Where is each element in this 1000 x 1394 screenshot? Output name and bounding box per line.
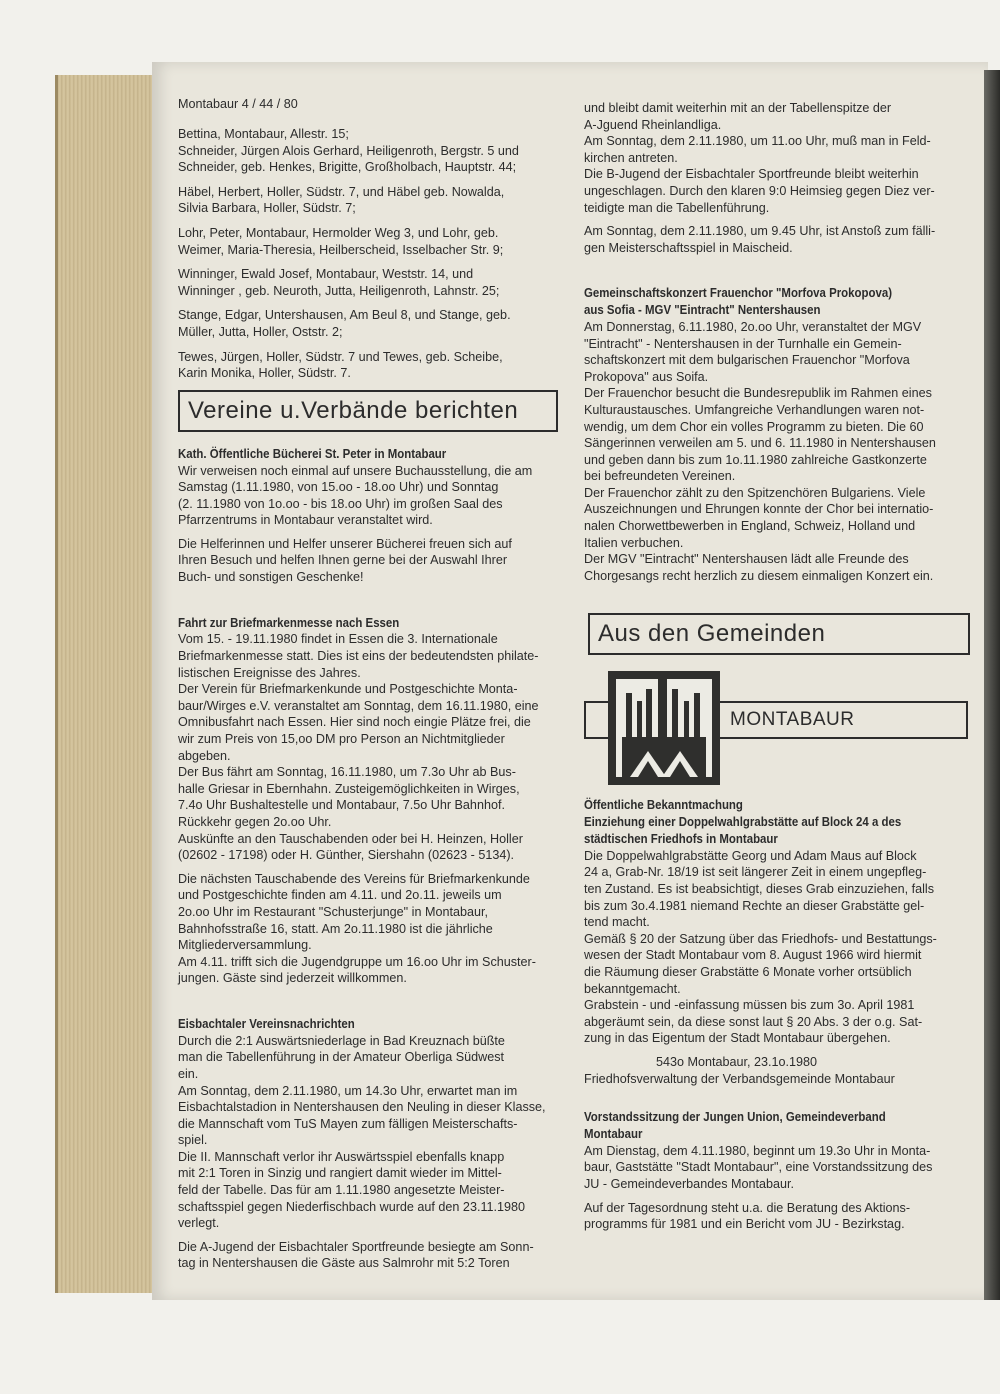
text-line: Müller, Jutta, Holler, Oststr. 2; [178,324,343,339]
text-line: Winninger, Ewald Josef, Montabaur, Weststr. 14, und [178,267,474,282]
text-line: zung in das Eigentum der Stadt Montabaur übergehen. [584,1031,891,1046]
text-line: wir zum Preis von 15,oo DM pro Person an Nichtmitglieder [178,732,505,747]
article-paragraph [178,871,568,987]
text-line: und bleibt damit weiterhin mit an der Tabellenspitze der [584,101,892,115]
article-title: Öffentliche Bekanntmachung [584,797,743,813]
article-title: Fahrt zur Briefmarkenmesse nach Essen [178,614,400,630]
text-line: Durch die 2:1 Auswärtsniederlage in Bad Kreuznach büßte [178,1033,505,1048]
text-line: halle Griesar in Ebernhahn. Zusteigemöglichkeiten in Wirges, [178,781,520,796]
text-line: Winninger , geb. Neuroth, Jutta, Heiligenroth, Lahnstr. 25; [178,283,500,298]
text-line: 7.4o Uhr Bushaltestelle und Montabaur, 7.5o Uhr Bahnhof. [178,798,505,813]
text-line: baur/Wirges e.V. veranstaltet am Sonntag, dem 16.11.1980, eine [178,698,539,713]
article-title: Eisbachtaler Vereinsnachrichten [178,1015,355,1031]
article [584,285,974,584]
text-line: Weimer, Maria-Theresia, Heilberscheid, Isselbacher Str. 9; [178,242,504,257]
text-line: nalen Chorwettbewerben in England, Schweiz, Holland und [584,519,916,534]
text-line: "Eintracht" - Nentershausen in der Turnhalle ein Gemein- [584,336,902,351]
text-line: 24 a, Grab-Nr. 18/19 ist seit längerer Zeit in einem ungepfleg- [584,865,927,880]
text-line: Tewes, Jürgen, Holler, Südstr. 7 und Tewes, geb. Scheibe, [178,349,503,364]
text-line: abgeben. [178,748,231,763]
marriage-announcements [178,126,568,382]
text-line: Lohr, Peter, Montabaur, Hermolder Weg 3, und Lohr, geb. [178,225,499,240]
text-line: Am 4.11. trifft sich die Jugendgruppe um 16.oo Uhr im Schuster- [178,954,536,969]
club-reports [178,446,568,1272]
town-header [584,671,974,791]
text-line: Auf der Tagesordnung steht u.a. die Beratung des Aktions- [584,1200,911,1215]
article [178,1016,568,1272]
text-line: ten Zustand. Es ist beabsichtigt, dieses Grab einzuziehen, falls [584,882,935,897]
text-line: Omnibusfahrt nach Essen. Hier sind noch eingie Plätze frei, die [178,715,531,730]
article-paragraph [178,463,568,529]
text-line: Briefmarkenmesse statt. Dies ist eins der bedeutendsten philate- [178,649,539,664]
section-gap [584,1087,974,1109]
text-line: Prokopova" aus Soifa. [584,369,709,384]
text-line: Schneider, Jürgen Alois Gerhard, Heiligenroth, Bergstr. 5 und [178,143,519,158]
text-line: (2. 11.1980 von 1o.oo - bis 18.oo Uhr) im großen Saal des [178,496,503,511]
text-line: Sängerinnen verweilen am 5. und 6. 11.1980 in Nentershausen [584,436,936,451]
text-line: Bettina, Montabaur, Allestr. 15; [178,127,349,141]
text-line: listischen Ereignisse des Jahres. [178,665,361,680]
article [178,615,568,987]
text-line: Schneider, geb. Henkes, Brigitte, Großholbach, Hauptstr. 44; [178,160,517,175]
text-line: Am Sonntag, dem 2.11.1980, um 11.oo Uhr, muß man in Feld- [584,134,931,149]
article-paragraph [584,1200,974,1233]
text-line: ungeschlagen. Durch den klaren 9:0 Heimsieg gegen Diez ver- [584,183,935,198]
text-line: Die II. Mannschaft verlor ihr Auswärtsspiel ebenfalls knapp [178,1149,505,1164]
article-paragraph [178,631,568,863]
text-line: schaftskonzert mit dem bulgarischen Frauenchor "Morfova [584,353,910,368]
text-line: 2o.oo Uhr im Restaurant "Schusterjunge" in Montabaur, [178,904,488,919]
text-line: Wir verweisen noch einmal auf unsere Buchausstellung, die am [178,463,533,478]
text-line: Der Frauenchor zählt zu den Spitzenchören Bulgariens. Viele [584,485,926,500]
text-line: (02602 - 17198) oder H. Günther, Siershahn (02623 - 5134). [178,848,515,863]
article-title: Montabaur [584,1125,643,1141]
text-line: Die B-Jugend der Eisbachtaler Sportfreunde bleibt weiterhin [584,167,919,182]
text-line: teidigte man die Tabellenführung. [584,200,770,215]
page-header: Montabaur 4 / 44 / 80 [178,97,298,111]
text-line: baur, Gaststätte "Stadt Montabaur", eine Vorstandssitzung des [584,1160,933,1175]
section-gap [178,593,568,615]
text-line: Die Doppelwahlgrabstätte Georg und Adam Maus auf Block [584,848,917,863]
article-paragraph [584,848,974,1047]
text-line: Der Verein für Briefmarkenkunde und Postgeschichte Monta- [178,682,518,697]
text-line: spiel. [178,1133,208,1148]
text-line: abgeräumt sein, da diese sonst laut § 20 Abs. 3 der o.g. Sat- [584,1014,923,1029]
text-line: schaftsspiel gegen Niederfischbach wurde auf den 23.11.1980 [178,1199,526,1214]
text-line: und Postgeschichte finden am 4.11. und 2o.11. jeweils um [178,888,502,903]
announcement-entry [178,349,568,382]
text-line: verlegt. [178,1216,220,1231]
text-line: programms für 1981 und ein Bericht vom JU - Bezirkstag. [584,1217,905,1232]
text-line: Chorgesangs recht herzlich zu diesem einmaligen Konzert ein. [584,568,934,583]
scanner-edge [984,70,1000,1300]
text-line: bei befreundeten Vereinen. [584,469,736,484]
announcement-entry [178,184,568,217]
text-line: JU - Gemeindeverbandes Montabaur. [584,1176,795,1191]
text-line: mit 2:1 Toren in Sinzig und rangiert damit wieder im Mittel- [178,1166,502,1181]
text-line: Die Helferinnen und Helfer unserer Bücherei freuen sich auf [178,536,512,551]
text-line: wesen der Stadt Montabaur vom 8. August 1966 wird hiermit [584,948,922,963]
text-line: Mitgliederversammlung. [178,938,312,953]
text-line: ein. [178,1066,199,1081]
text-line: Am Sonntag, dem 2.11.1980, um 14.3o Uhr, erwartet man im [178,1083,518,1098]
announcement-entry [178,225,568,258]
text-line: Vom 15. - 19.11.1980 findet in Essen die 3. Internationale [178,632,498,647]
text-line: Die A-Jugend der Eisbachtaler Sportfreunde besiegte am Sonn- [178,1239,534,1254]
article-title: Einziehung einer Doppelwahlgrabstätte auf Block 24 a des [584,814,902,830]
text-line: man die Tabellenführung in der Amateur Oberliga Südwest [178,1050,505,1065]
text-line: Am Dienstag, dem 4.11.1980, beginnt um 19.3o Uhr in Monta- [584,1143,931,1158]
article [178,446,568,586]
text-line: Auskünfte an den Tauschabenden oder bei H. Heinzen, Holler [178,831,523,846]
text-line: Der Frauenchor besucht die Bundesrepublik im Rahmen eines [584,386,932,401]
text-line: Der MGV "Eintracht" Nentershausen lädt alle Freunde des [584,552,909,567]
montabaur-castle-logo-icon [608,671,720,785]
town-name: MONTABAUR [730,709,855,731]
text-line: Italien verbuchen. [584,535,684,550]
left-column [178,96,568,1279]
eisbachtal-continuation [584,100,974,256]
announcement-entry [178,266,568,299]
text-line: tag in Nentershausen die Gäste aus Salmrohr mit 5:2 Toren [178,1256,510,1271]
text-line: Der Bus fährt am Sonntag, 16.11.1980, um 7.3o Uhr ab Bus- [178,765,516,780]
text-line: bekanntgemacht. [584,981,681,996]
article-paragraph [178,1239,568,1272]
text-line: jungen. Gäste sind jederzeit willkommen. [178,971,407,986]
text-line: Stange, Edgar, Untershausen, Am Beul 8, und Stange, geb. [178,308,511,323]
article-title: städtischen Friedhofs in Montabaur [584,831,778,847]
text-line: tend macht. [584,915,650,930]
article-title: aus Sofia - MGV "Eintracht" Nentershausen [584,302,821,318]
section-gap [178,994,568,1016]
article [584,797,974,1087]
text-line: Auszeichnungen und Ehrungen konnte der Chor bei internatio- [584,502,934,517]
text-line: gen Meisterschaftsspiel in Maischeid. [584,240,793,255]
text-line: Eisbachtalstadion in Nentershausen den Neuling in dieser Klasse, [178,1100,546,1115]
text-line: feld der Tabelle. Das für am 1.11.1980 angesetzte Meister- [178,1183,505,1198]
text-line: bis zum 3o.4.1981 niemand Rechte an dieser Grabstätte gel- [584,898,925,913]
text-line: Karin Monika, Holler, Südstr. 7. [178,366,351,381]
article-paragraph [178,536,568,586]
text-line: Pfarrzentrums in Montabaur veranstaltet wird. [178,513,433,528]
text-line: Am Sonntag, dem 2.11.1980, um 9.45 Uhr, ist Anstoß zum fälli- [584,224,936,239]
text-line: Samstag (1.11.1980, von 15.oo - 18.oo Uhr) und Sonntag [178,480,499,495]
announcement-entry [178,126,568,176]
article-paragraph [584,1143,974,1193]
text-line: Bahnhofsstraße 16, statt. Am 2o.11.1980 ist die jährliche [178,921,493,936]
continuation-paragraph [584,223,974,256]
right-column [584,100,974,1240]
municipal-notices [584,797,974,1232]
article [584,1109,974,1233]
concert-announcement [584,285,974,584]
text-line: Die nächsten Tauschabende des Vereins für Briefmarkenkunde [178,871,530,886]
article-paragraph [584,319,974,585]
text-line: die Räumung dieser Grabstätte 6 Monate vorher ortsüblich [584,964,912,979]
text-line: die Mannschaft vom TuS Mayen zum fälligen Meisterschafts- [178,1116,518,1131]
article-title: Vorstandssitzung der Jungen Union, Gemeindeverband [584,1109,886,1125]
text-line: Gemäß § 20 der Satzung über das Friedhofs- und Bestattungs- [584,931,937,946]
article-paragraph [178,1033,568,1232]
text-line: Ihren Besuch und helfen Ihnen gerne bei der Auswahl Ihrer [178,553,508,568]
text-line: kirchen antreten. [584,150,678,165]
text-line: Buch- und sonstigen Geschenke! [178,570,364,585]
section-banner-vereine: Vereine u.Verbände berichten [178,390,558,432]
announcement-entry [178,307,568,340]
text-line: wendig, um dem Chor ein volles Programm zu bieten. Die 60 [584,419,924,434]
article-title: Gemeinschaftskonzert Frauenchor "Morfova Prokopova) [584,285,893,301]
text-line: Häbel, Herbert, Holler, Südstr. 7, und Häbel geb. Nowalda, [178,184,505,199]
article-title: Kath. Öffentliche Bücherei St. Peter in Montabaur [178,445,447,461]
text-line: Kulturaustausches. Umfangreiche Verhandlungen waren not- [584,402,925,417]
text-line: Silvia Barbara, Holler, Südstr. 7; [178,201,356,216]
text-line: A-Jguend Rheinlandliga. [584,117,722,132]
text-line: Am Donnerstag, 6.11.1980, 2o.oo Uhr, veranstaltet der MGV [584,319,922,334]
signature-place-date: 543o Montabaur, 23.1o.1980 [656,1054,818,1069]
text-line: Rückkehr gegen 2o.oo Uhr. [178,815,332,829]
section-banner-gemeinden: Aus den Gemeinden [588,613,970,655]
continuation-paragraph [584,100,974,216]
text-line: Grabstein - und -einfassung müssen bis zum 3o. April 1981 [584,998,915,1013]
signature-office: Friedhofsverwaltung der Verbandsgemeinde Montabaur [584,1071,895,1086]
text-line: und geben dann bis zum 1o.11.1980 zahlreiche Gastkonzerte [584,452,927,467]
